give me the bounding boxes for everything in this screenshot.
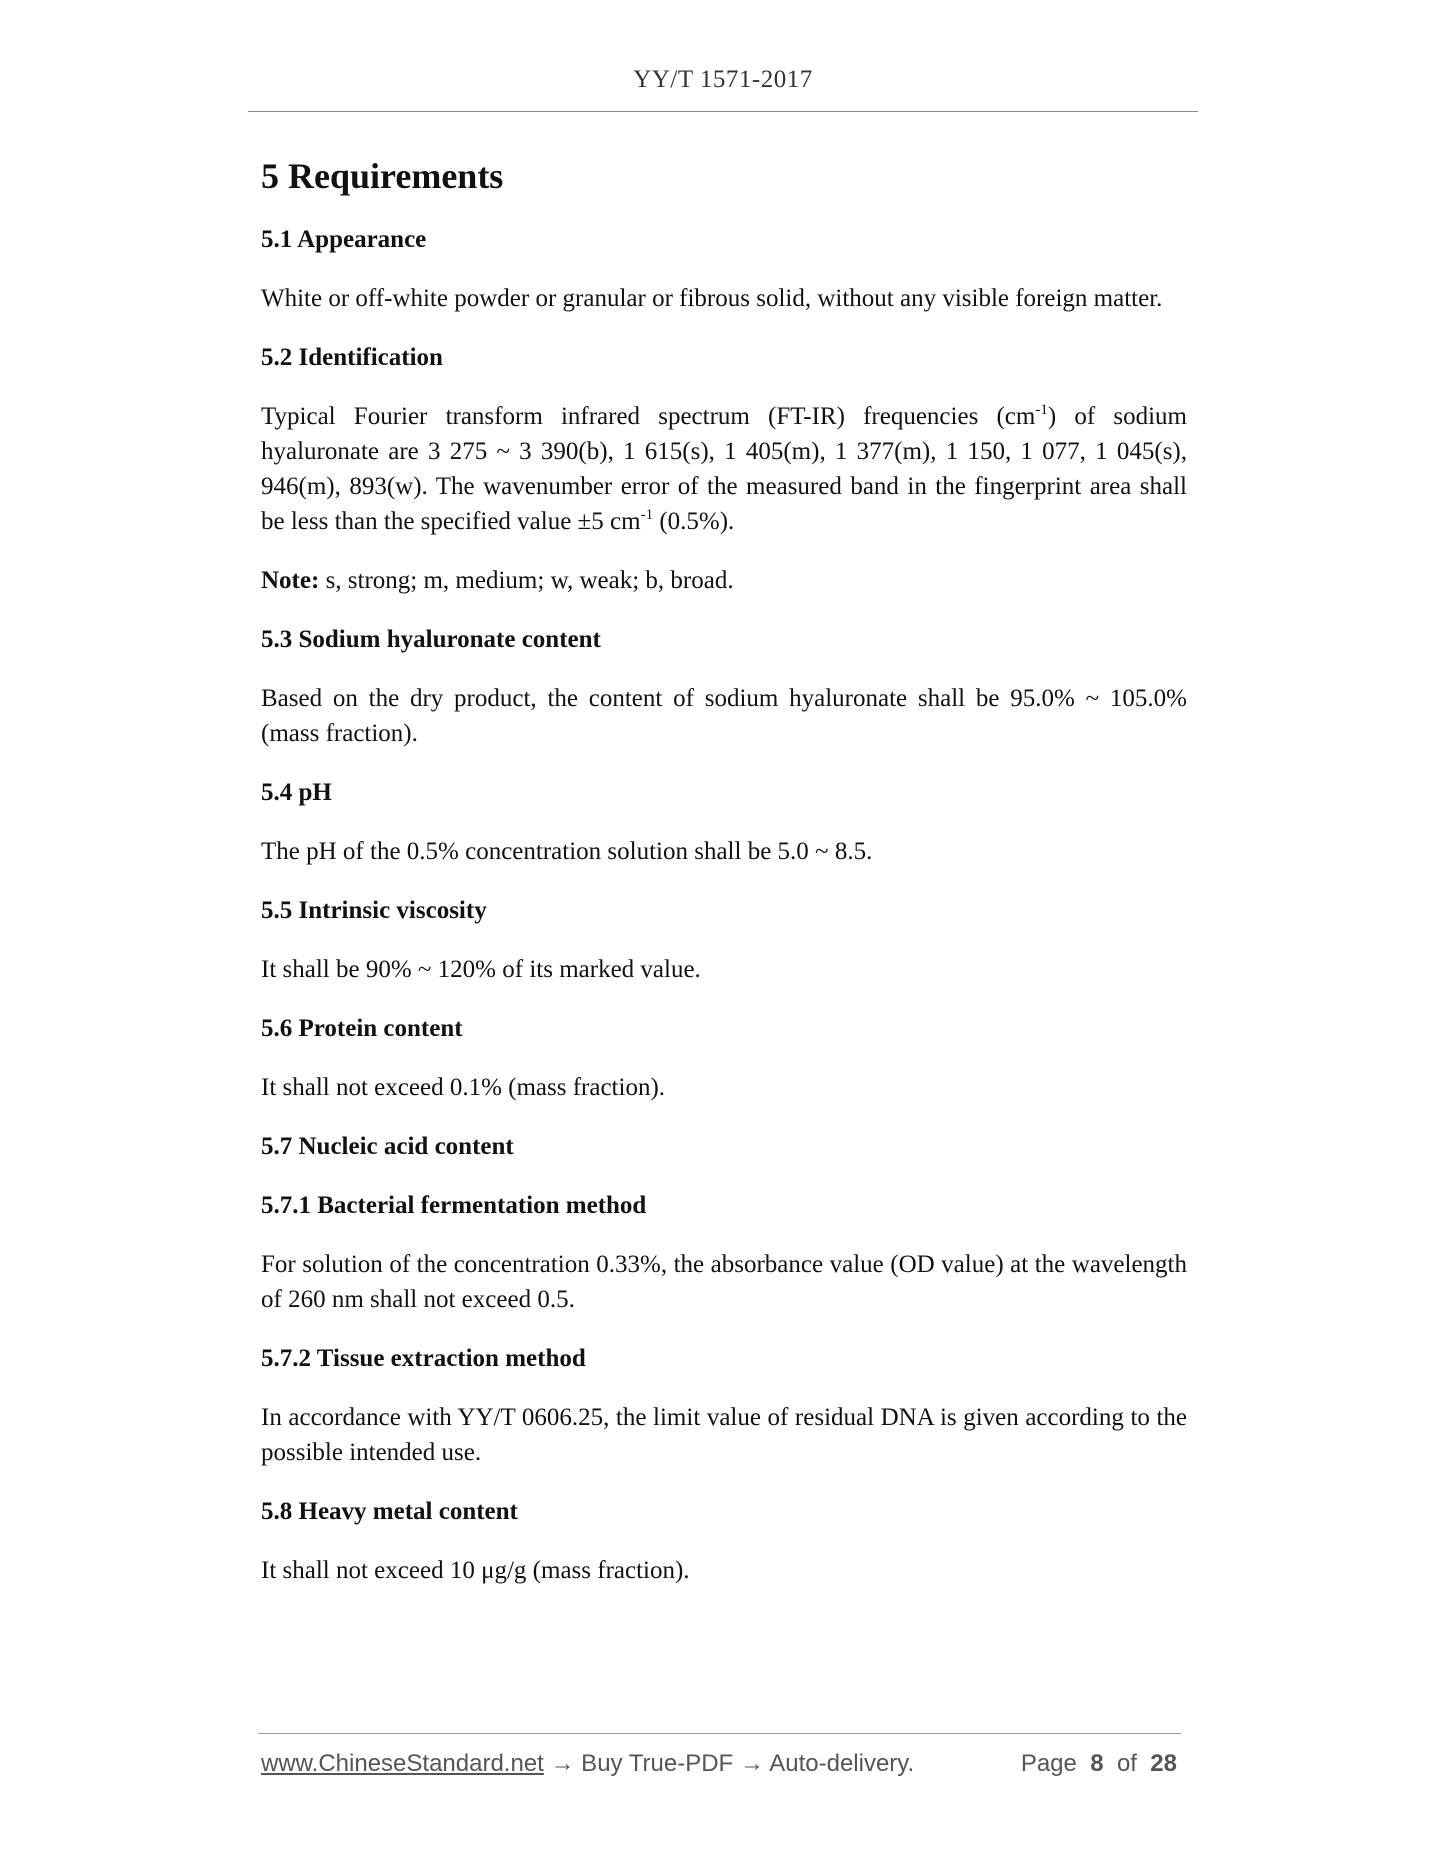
heading-5-6: 5.6 Protein content [261, 1015, 463, 1042]
header-divider [248, 111, 1198, 112]
page-indicator [1021, 1747, 1177, 1781]
footer-promo-text: → Buy True-PDF → Auto-delivery. [543, 1750, 915, 1777]
text-5-2 [261, 399, 1187, 539]
page-label: Page [1020, 1750, 1077, 1777]
heading-5-1: 5.1 Appearance [261, 226, 427, 253]
note-5-2 [261, 563, 1187, 598]
superscript-1: -1 [1035, 402, 1048, 418]
text-5-2-part-b: ) of sodium hyaluronate are 3 275 ~ 3 390(b), 1 615(s), 1 405(m), 1 377(m), 1 150, 1 077, 1 045(s), 946(m), 893(w). The wavenumber error of the measured band in the fingerprint area shall be less than the specified value ±5 cm [261, 403, 1187, 535]
text-5-7-2: In accordance with YY/T 0606.25, the limit value of residual DNA is given according to the possible intended use. [261, 1404, 1187, 1466]
heading-5-7: 5.7 Nucleic acid content [261, 1133, 514, 1160]
text-5-2-part-c: (0.5%). [653, 508, 735, 535]
superscript-2: -1 [640, 507, 654, 523]
heading-5-7-2: 5.7.2 Tissue extraction method [261, 1345, 586, 1372]
text-5-1: White or off-white powder or granular or fibrous solid, without any visible foreign matter. [261, 285, 1163, 312]
heading-5-4: 5.4 pH [261, 779, 332, 806]
heading-5-2: 5.2 Identification [261, 344, 443, 371]
page-total: 28 [1150, 1750, 1177, 1777]
section-title: 5 Requirements [261, 156, 504, 196]
text-5-2-part-a: Typical Fourier transform infrared spectrum (FT-IR) frequencies (cm [261, 403, 1036, 430]
text-5-5: It shall be 90% ~ 120% of its marked value. [261, 956, 701, 983]
text-5-4: The pH of the 0.5% concentration solution shall be 5.0 ~ 8.5. [261, 838, 873, 865]
standard-code-header: YY/T 1571-2017 [633, 66, 813, 93]
footer-divider [258, 1733, 1181, 1734]
text-5-7-1: For solution of the concentration 0.33%, the absorbance value (OD value) at the wavelength of 260 nm shall not exceed 0.5. [261, 1251, 1187, 1313]
page-content [261, 152, 1187, 1612]
text-5-3: Based on the dry product, the content of sodium hyaluronate shall be 95.0% ~ 105.0% (mass fraction). [261, 685, 1187, 747]
text-5-8: It shall not exceed 10 μg/g (mass fraction). [261, 1557, 690, 1584]
footer-promo [261, 1747, 914, 1781]
page-of: of [1116, 1750, 1137, 1777]
note-label: Note: [261, 567, 320, 594]
note-text: s, strong; m, medium; w, weak; b, broad. [319, 567, 734, 594]
heading-5-5: 5.5 Intrinsic viscosity [261, 897, 487, 924]
heading-5-8: 5.8 Heavy metal content [261, 1498, 518, 1525]
heading-5-7-1: 5.7.1 Bacterial fermentation method [261, 1192, 647, 1219]
text-5-6: It shall not exceed 0.1% (mass fraction). [261, 1074, 666, 1101]
website-link[interactable]: www.ChineseStandard.net [261, 1750, 544, 1777]
page-current: 8 [1090, 1750, 1104, 1777]
heading-5-3: 5.3 Sodium hyaluronate content [261, 626, 601, 653]
